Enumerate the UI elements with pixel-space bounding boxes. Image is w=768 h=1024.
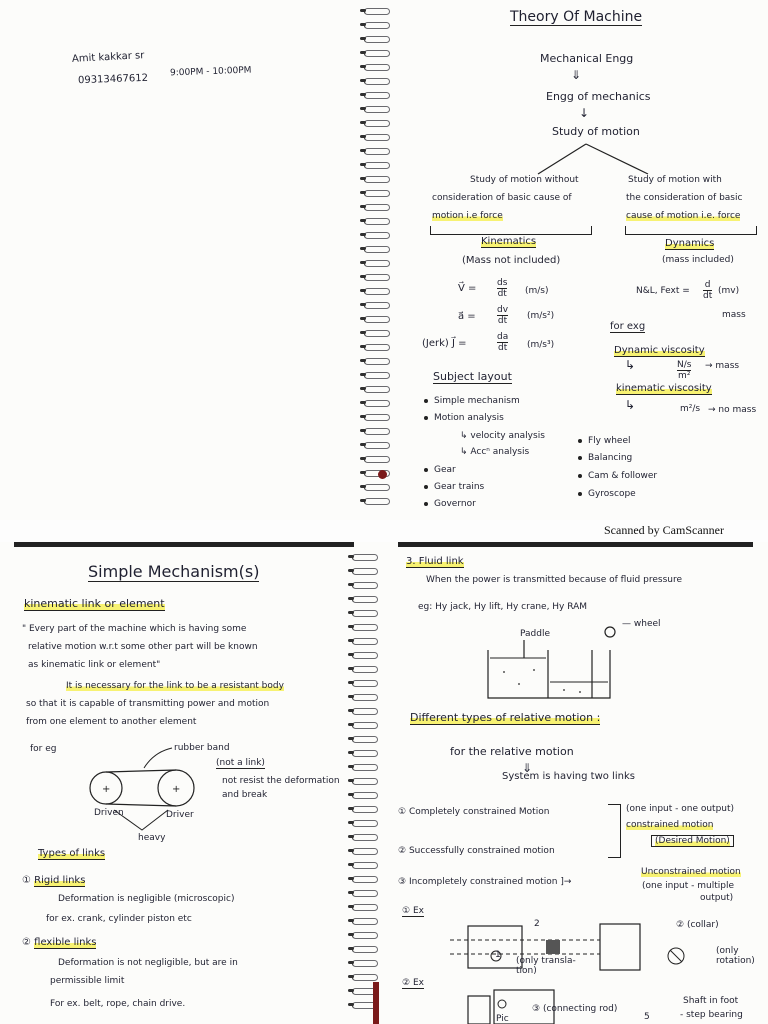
layout-right-3-text: Cam & follower	[588, 471, 658, 481]
spiral-ring	[350, 790, 380, 798]
spiral-ring	[350, 608, 380, 616]
subject-layout-title: Subject layout	[433, 370, 512, 383]
m1-note: (one input - one output)	[626, 804, 735, 814]
flow-item-2: Engg of mechanics	[546, 90, 651, 103]
relative-motion-line-2: System is having two links	[502, 771, 635, 782]
relative-motion-title	[410, 711, 600, 724]
spiral-ring	[362, 174, 392, 182]
spiral-ring	[350, 552, 380, 560]
flexible-links-title: flexible links	[34, 937, 97, 948]
fluid-link-title	[406, 556, 464, 567]
driver-label: Driver	[166, 810, 194, 820]
arrow-down-icon: ⇓	[571, 68, 582, 82]
spiral-ring	[362, 412, 392, 420]
wheel-label-text: wheel	[633, 619, 661, 629]
pic-label: Pic	[496, 1014, 509, 1024]
layout-right-2-text: Balancing	[588, 453, 633, 463]
motion-3: ③ Incompletely constrained motion ]→	[398, 877, 572, 887]
spiral-ring	[362, 230, 392, 238]
example-2-label: ② Ex	[402, 978, 424, 988]
num-5: 5	[644, 1012, 650, 1022]
spiral-ring	[350, 594, 380, 602]
motion-1-text: Completely constrained Motion	[408, 807, 550, 817]
flow-item-1: Mechanical Engg	[540, 52, 634, 65]
spiral-ring	[350, 678, 380, 686]
for-eg-label: for eg	[30, 744, 57, 754]
spiral-ring	[350, 972, 380, 980]
spiral-ring	[350, 832, 380, 840]
only-rotation-label: (only rotation)	[716, 946, 755, 966]
layout-item-5	[424, 499, 476, 509]
spiral-ring	[362, 384, 392, 392]
m3-result: Unconstrained motion	[641, 867, 741, 877]
spiral-ring	[362, 34, 392, 42]
bullet-icon	[424, 399, 428, 403]
arrow-down-icon: ↓	[579, 106, 590, 120]
quote-line-3: as kinematic link or element"	[28, 660, 161, 670]
layout-sub-1-text: velocity analysis	[470, 431, 545, 441]
layout-item-5-text: Governor	[434, 499, 476, 509]
spiral-ring	[350, 622, 380, 630]
jerk-unit: (m/s³)	[527, 340, 555, 350]
spiral-ring	[362, 216, 392, 224]
note-line-1: It is necessary for the link to be a resistant body	[66, 681, 284, 691]
bullet-icon	[424, 416, 428, 420]
spiral-ring	[350, 818, 380, 826]
spiral-ring	[362, 300, 392, 308]
not-resist-1: not resist the deformation	[222, 776, 340, 786]
jerk-num: da	[497, 332, 509, 342]
accel-lhs: a⃗ =	[458, 311, 476, 322]
spiral-ring	[362, 342, 392, 350]
heavy-label: heavy	[138, 833, 166, 843]
spiral-ring	[350, 930, 380, 938]
branch-arrows	[520, 140, 670, 180]
spiral-ring	[350, 860, 380, 868]
layout-sub-2: ↳ Accⁿ analysis	[460, 447, 530, 457]
spiral-ring	[350, 776, 380, 784]
flow-item-3: Study of motion	[552, 125, 640, 138]
rigid-desc: Deformation is negligible (microscopic)	[58, 894, 235, 904]
layout-item-4	[424, 482, 484, 492]
spiral-ring	[350, 846, 380, 854]
shaft-label-2-text: step bearing	[686, 1010, 743, 1020]
dv-fraction	[677, 360, 691, 381]
velocity-num: ds	[497, 278, 508, 288]
notebook-spiral-bottom	[350, 546, 380, 1024]
bullet-icon	[578, 439, 582, 443]
newton-den: dt	[703, 291, 713, 301]
binding-edge	[373, 982, 379, 1024]
collar-text: (collar)	[686, 920, 719, 930]
accel-num: dv	[497, 305, 509, 315]
spiral-ring	[362, 272, 392, 280]
connecting-rod-label: ③ (connecting rod)	[532, 1004, 618, 1014]
belt-drive-diagram	[84, 742, 224, 842]
newton-rhs: (mv)	[718, 286, 740, 296]
dynamics-desc-3: cause of motion i.e. force	[626, 211, 741, 221]
spiral-ring	[362, 370, 392, 378]
kv-result-text: no mass	[718, 405, 757, 415]
kinematic-viscosity-label: kinematic viscosity	[616, 383, 712, 394]
desired-motion-text: (Desired Motion)	[655, 836, 730, 846]
class-time: 9:00PM - 10:00PM	[169, 65, 252, 79]
layout-right-1	[578, 436, 631, 446]
newton-num: d	[704, 280, 711, 290]
binding-hole	[378, 470, 387, 479]
num-2: 2	[534, 919, 540, 929]
hydraulic-jack-diagram	[484, 620, 624, 700]
spiral-ring	[350, 734, 380, 742]
spiral-ring	[362, 244, 392, 252]
flexible-desc-2: permissible limit	[50, 976, 125, 986]
wheel-label: — wheel	[622, 619, 661, 629]
spiral-ring	[362, 356, 392, 364]
kinematic-link-heading: kinematic link or element	[24, 597, 165, 610]
quote-line-2: relative motion w.r.t some other part will be known	[28, 642, 258, 652]
jerk-lhs: (Jerk) J⃗ =	[422, 338, 467, 349]
motion-bracket	[608, 804, 621, 858]
flexible-desc-1: Deformation is not negligible, but are in	[58, 958, 238, 968]
notebook-spiral-top	[362, 0, 392, 520]
left-title: Simple Mechanism(s)	[88, 562, 260, 581]
spiral-ring	[350, 888, 380, 896]
notebook-page-bottom	[0, 542, 768, 1024]
layout-item-2-text: Motion analysis	[434, 413, 504, 423]
m1-result: constrained motion	[626, 820, 714, 830]
motion-2-text: Successfully constrained motion	[408, 846, 555, 856]
bullet-icon	[578, 456, 582, 460]
rigid-example: for ex. crank, cylinder piston etc	[46, 914, 192, 924]
relative-motion-line-1: for the relative motion	[450, 745, 574, 758]
kinematics-note: (Mass not included)	[462, 255, 561, 266]
dv-unit: N/s	[677, 360, 692, 370]
shaft-label-2: - step bearing	[680, 1010, 743, 1020]
motion-2: ② Successfully constrained motion	[398, 846, 555, 856]
spiral-ring	[350, 748, 380, 756]
example-1-label: ① Ex	[402, 906, 424, 916]
layout-sub-1: ↳ velocity analysis	[460, 431, 545, 441]
velocity-fraction	[497, 278, 507, 299]
spiral-ring	[350, 874, 380, 882]
jerk-fraction	[497, 332, 508, 353]
spiral-ring	[350, 636, 380, 644]
bullet-icon	[578, 474, 582, 478]
layout-right-4-text: Gyroscope	[588, 489, 636, 499]
dynamics-note: (mass included)	[662, 255, 734, 265]
only-translation-1: (only transla-	[516, 956, 576, 966]
spiral-ring	[362, 20, 392, 28]
spiral-ring	[350, 650, 380, 658]
kinematics-desc-2: consideration of basic cause of	[432, 193, 572, 203]
spiral-ring	[362, 188, 392, 196]
collar-label: ② (collar)	[676, 920, 719, 930]
spiral-ring	[362, 482, 392, 490]
layout-item-2	[424, 413, 504, 423]
connecting-rod-text: (connecting rod)	[542, 1004, 618, 1014]
spiral-ring	[362, 118, 392, 126]
spiral-ring	[362, 160, 392, 168]
shaft-label-1: Shaft in foot	[683, 996, 739, 1006]
layout-right-1-text: Fly wheel	[588, 436, 631, 446]
kinematics-label: Kinematics	[481, 236, 537, 247]
rubber-band-label: rubber band	[174, 743, 230, 753]
arrow-right-icon: ↳	[625, 358, 636, 372]
spiral-ring	[350, 692, 380, 700]
example-1-text: Ex	[412, 906, 424, 916]
m3-note-1: (one input - multiple	[642, 881, 734, 891]
flexible-example: For ex. belt, rope, chain drive.	[50, 999, 186, 1009]
dv-den: m²	[678, 371, 691, 381]
spiral-ring	[362, 76, 392, 84]
kinematics-desc-3: motion i.e force	[432, 211, 503, 221]
arrow-down-icon: ⇓	[522, 761, 533, 775]
newton-fraction	[703, 280, 712, 301]
scanner-watermark: Scanned by CamScanner	[604, 523, 724, 537]
types-of-links-title: Types of links	[38, 848, 106, 859]
spiral-ring	[362, 496, 392, 504]
bullet-icon	[424, 485, 428, 489]
spiral-ring	[362, 454, 392, 462]
spiral-ring	[350, 958, 380, 966]
example-2-text: Ex	[412, 978, 424, 988]
dynamics-desc-1: Study of motion with	[628, 175, 722, 185]
kinematics-bracket	[430, 226, 592, 235]
layout-sub-2-text: Accⁿ analysis	[470, 447, 530, 457]
mass-label: mass	[722, 310, 746, 320]
motion-1: ① Completely constrained Motion	[398, 807, 550, 817]
spiral-ring	[362, 6, 392, 14]
spiral-ring	[362, 286, 392, 294]
note-line-2: so that it is capable of transmitting power and motion	[26, 699, 270, 709]
motion-3-text: Incompletely constrained motion	[408, 877, 558, 887]
spiral-ring	[350, 944, 380, 952]
kinematics-desc-1: Study of motion without	[470, 175, 579, 185]
dynamics-label: Dynamics	[665, 238, 715, 249]
layout-right-2	[578, 453, 632, 463]
spiral-ring	[350, 916, 380, 924]
svg-text:+: +	[172, 784, 181, 795]
not-a-link-label: (not a link)	[216, 758, 265, 768]
relative-motion-title-text: Different types of relative motion :	[410, 711, 601, 724]
fluid-desc: When the power is transmitted because of fluid pressure	[426, 575, 682, 585]
driven-label: Driven	[94, 808, 124, 818]
spiral-ring	[362, 468, 392, 476]
quote-line-1: " Every part of the machine which is having some	[22, 624, 247, 634]
spiral-ring	[362, 440, 392, 448]
spiral-ring	[362, 132, 392, 140]
layout-item-3	[424, 465, 456, 475]
dynamics-bracket	[625, 226, 757, 235]
layout-right-4	[578, 489, 636, 499]
paddle-label: Paddle	[520, 629, 551, 639]
spiral-ring	[350, 720, 380, 728]
dynamics-desc-2: the consideration of basic	[626, 193, 743, 203]
spiral-ring	[362, 146, 392, 154]
not-resist-2: and break	[222, 790, 268, 800]
newton-formula-lhs: N&L, Fext =	[636, 286, 690, 296]
layout-item-4-text: Gear trains	[434, 482, 485, 492]
spiral-ring	[362, 90, 392, 98]
page-edge	[14, 542, 354, 547]
m3-note-2: output)	[700, 893, 734, 903]
spiral-ring	[350, 566, 380, 574]
dynamic-viscosity-label: Dynamic viscosity	[614, 345, 705, 356]
desired-motion-label	[651, 835, 734, 847]
note-line-3: from one element to another element	[26, 717, 197, 727]
type-1: ① Rigid links	[22, 875, 86, 886]
layout-item-3-text: Gear	[434, 465, 456, 475]
bullet-icon	[424, 468, 428, 472]
spiral-ring	[362, 104, 392, 112]
spiral-ring	[350, 804, 380, 812]
author-name: Amit kakkar sr	[71, 50, 145, 65]
page-edge	[398, 542, 753, 547]
layout-item-1	[424, 396, 520, 406]
spiral-ring	[362, 62, 392, 70]
fluid-examples: eg: Hy jack, Hy lift, Hy crane, Hy RAM	[418, 602, 588, 612]
svg-text:+: +	[102, 784, 111, 795]
velocity-den: dt	[497, 289, 507, 299]
velocity-unit: (m/s)	[525, 286, 549, 296]
jerk-den: dt	[497, 343, 508, 353]
spiral-ring	[350, 664, 380, 672]
layout-item-1-text: Simple mechanism	[434, 396, 520, 406]
arrow-right-icon: ↳	[625, 398, 636, 412]
spiral-ring	[350, 762, 380, 770]
spiral-ring	[362, 426, 392, 434]
layout-right-3	[578, 471, 657, 481]
rigid-links-title: Rigid links	[34, 875, 86, 886]
kv-result: → no mass	[708, 405, 757, 415]
example-title: for exg	[610, 321, 646, 332]
type-2: ② flexible links	[22, 937, 97, 948]
spiral-ring	[350, 902, 380, 910]
spiral-ring	[362, 314, 392, 322]
dv-result: → mass	[705, 361, 740, 371]
spiral-ring	[362, 202, 392, 210]
only-translation-2: tion)	[516, 966, 537, 976]
fluid-link-title-text: 3. Fluid link	[406, 556, 464, 567]
dv-result-text: mass	[715, 361, 740, 371]
velocity-lhs: V⃗ =	[458, 283, 477, 294]
page-title: Theory Of Machine	[510, 9, 643, 25]
spiral-ring	[350, 706, 380, 714]
spiral-ring	[362, 258, 392, 266]
accel-den: dt	[497, 316, 508, 326]
kv-unit: m²/s	[680, 404, 701, 414]
spiral-ring	[362, 328, 392, 336]
spiral-ring	[350, 580, 380, 588]
only-translation-label	[516, 956, 576, 976]
spiral-ring	[362, 48, 392, 56]
author-phone: 09313467612	[77, 72, 149, 87]
accel-fraction	[497, 305, 508, 326]
spiral-ring	[362, 398, 392, 406]
bullet-icon	[424, 502, 428, 506]
bullet-icon	[578, 492, 582, 496]
num-1: 1	[495, 950, 501, 960]
accel-unit: (m/s²)	[527, 311, 555, 321]
